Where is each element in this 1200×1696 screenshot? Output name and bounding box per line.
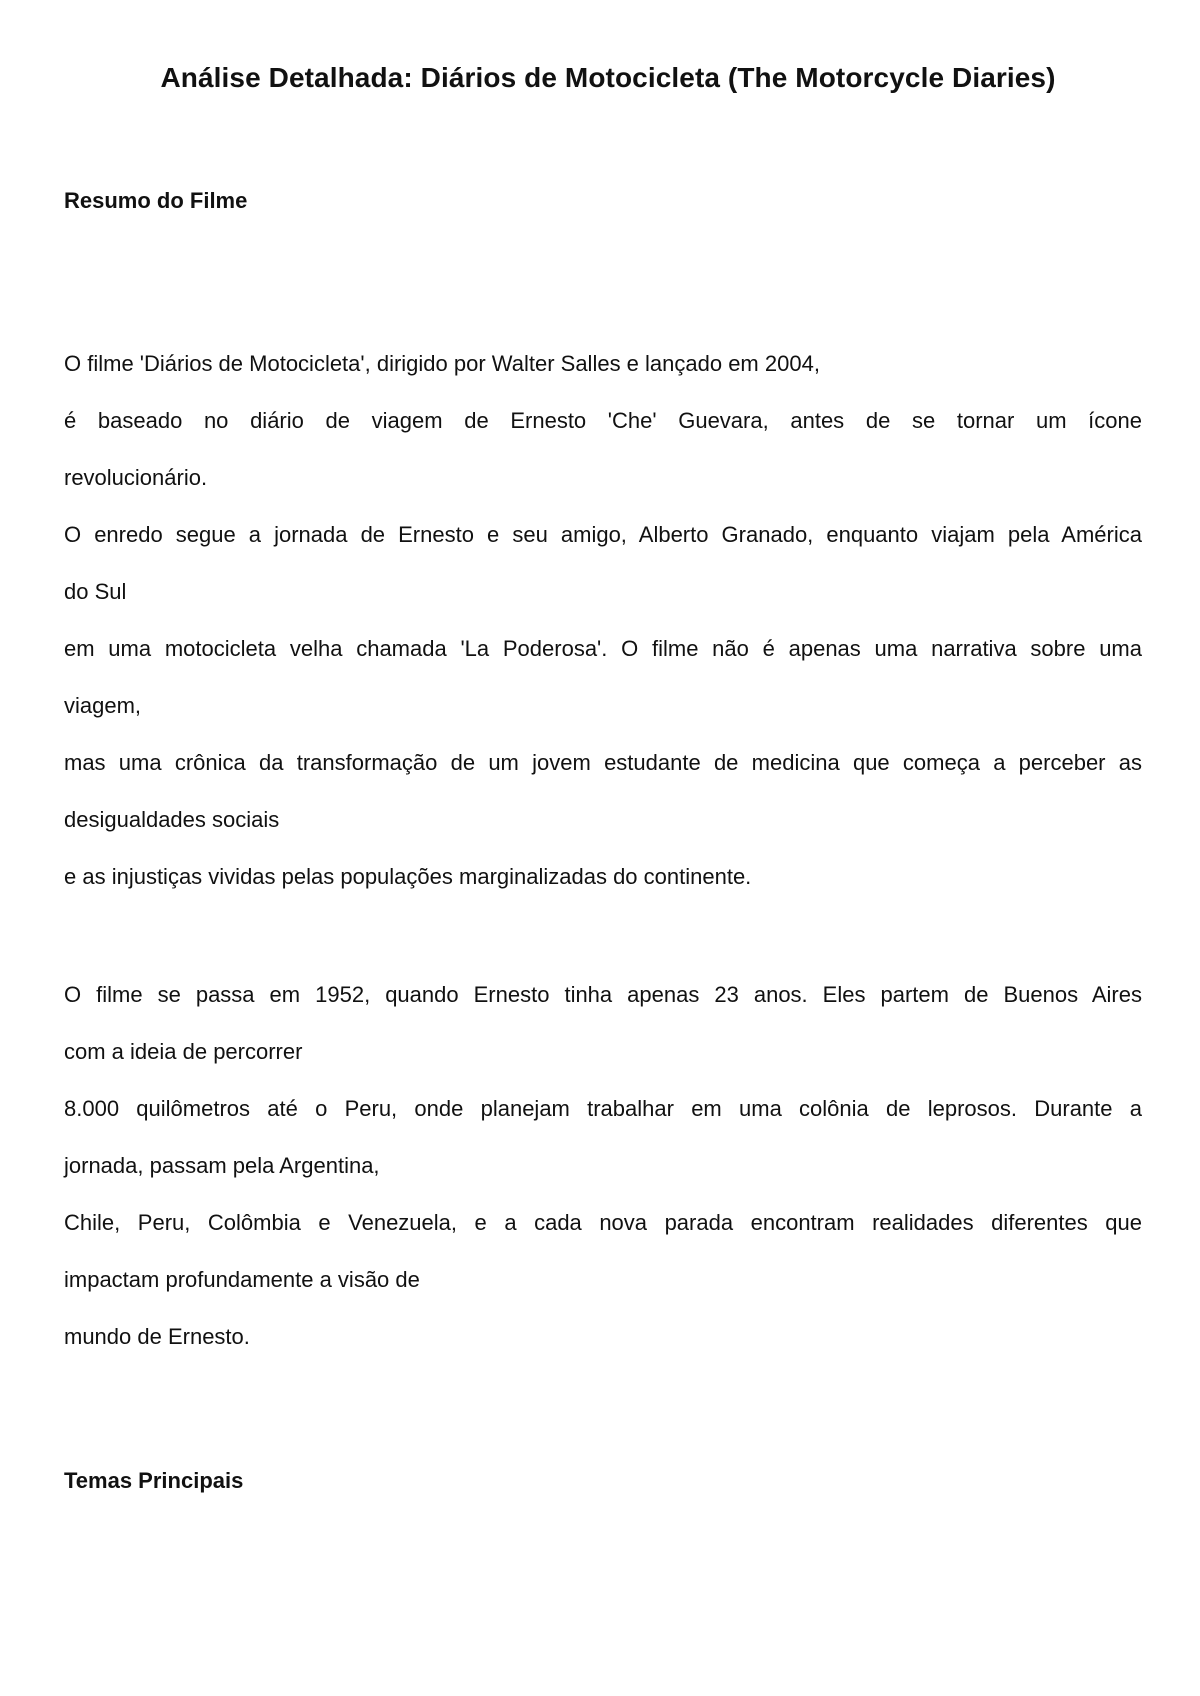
section-heading-temas: Temas Principais	[64, 1468, 244, 1493]
document-title: Análise Detalhada: Diários de Motocicleta (The Motorcycle Diaries)	[160, 62, 1056, 93]
paragraph-line: com a ideia de percorrer	[64, 1039, 303, 1064]
paragraph-line: jornada, passam pela Argentina,	[64, 1153, 380, 1178]
paragraph-line: impactam profundamente a visão de	[64, 1267, 420, 1292]
paragraph-line: do Sul	[64, 579, 127, 604]
paragraph-line: viagem,	[64, 693, 142, 718]
paragraph-line: mas uma crônica da transformação de um jovem estudante de medicina que começa a perceber as	[64, 750, 1142, 775]
paragraph-resumo-1	[64, 335, 1142, 905]
paragraph-line: desigualdades sociais	[64, 807, 280, 832]
paragraph-line: O filme se passa em 1952, quando Ernesto tinha apenas 23 anos. Eles partem de Buenos Aires	[64, 982, 1142, 1007]
paragraph-line: Chile, Peru, Colômbia e Venezuela, e a cada nova parada encontram realidades diferentes que	[64, 1210, 1142, 1235]
section-heading-resumo: Resumo do Filme	[64, 188, 248, 213]
paragraph-line: 8.000 quilômetros até o Peru, onde planejam trabalhar em uma colônia de leprosos. Durante a	[64, 1096, 1142, 1121]
paragraph-line: O filme 'Diários de Motocicleta', dirigido por Walter Salles e lançado em 2004,	[64, 351, 820, 376]
paragraph-line: mundo de Ernesto.	[64, 1324, 250, 1349]
paragraph-resumo-2	[64, 966, 1142, 1365]
paragraph-line: O enredo segue a jornada de Ernesto e seu amigo, Alberto Granado, enquanto viajam pela América	[64, 522, 1142, 547]
paragraph-line: revolucionário.	[64, 465, 208, 490]
paragraph-line: e as injustiças vividas pelas populações marginalizadas do continente.	[64, 864, 752, 889]
paragraph-line: é baseado no diário de viagem de Ernesto 'Che' Guevara, antes de se tornar um ícone	[64, 408, 1142, 433]
paragraph-line: em uma motocicleta velha chamada 'La Poderosa'. O filme não é apenas uma narrativa sobre uma	[64, 636, 1142, 661]
